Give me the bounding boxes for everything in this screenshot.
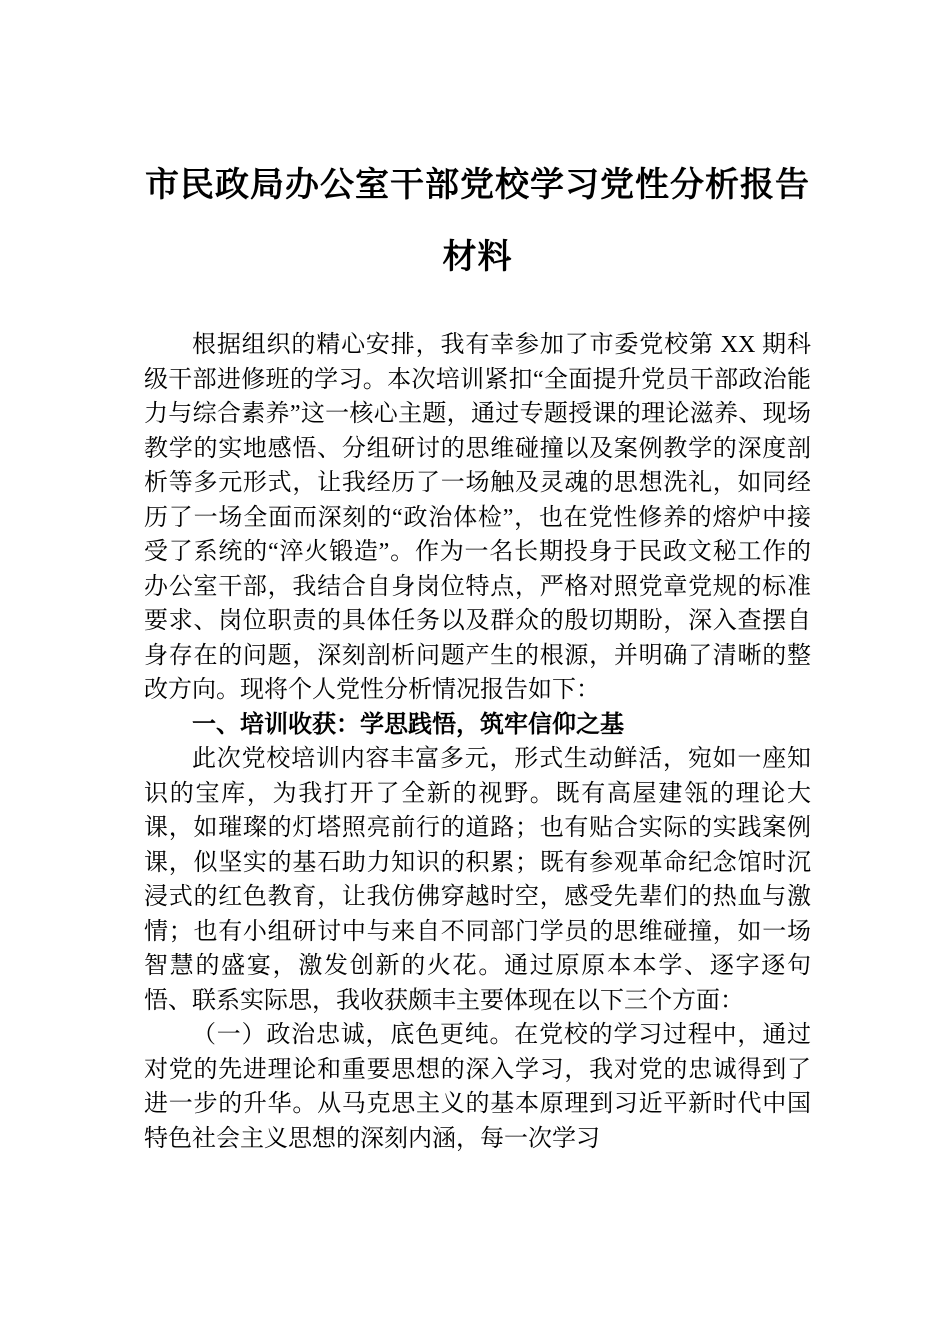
- opening-paragraph: 根据组织的精心安排，我有幸参加了市委党校第 XX 期科级干部进修班的学习。本次培训紧扣“全面提升党员干部政治能力与综合素养”这一核心主题，通过专题授课的理论滋养、现场教学的实地感悟、分组研讨的思维碰撞以及案例教学的深度剖析等多元形式，让我经历了一场触及灵魂的思想洗礼，如同经历了一场全面而深刻的“政治体检”，也在党性修养的熔炉中接受了系统的“淬火锻造”。作为一名长期投身于民政文秘工作的办公室干部，我结合自身岗位特点，严格对照党章党规的标准要求、岗位职责的具体任务以及群众的殷切期盼，深入查摆自身存在的问题，深刻剖析问题产生的根源，并明确了清晰的整改方向。现将个人党性分析情况报告如下：: [144, 332, 811, 703]
- document-body: [144, 328, 811, 1156]
- political-loyalty-paragraph: （一）政治忠诚，底色更纯。在党校的学习过程中，通过对党的先进理论和重要思想的深入学习，我对党的忠诚得到了进一步的升华。从马克思主义的基本原理到习近平新时代中国特色社会主义思想的深刻内涵，每一次学习: [144, 1022, 811, 1152]
- section-heading-training-gains: 一、培训收获：学思践悟，筑牢信仰之基: [192, 711, 624, 738]
- document-title: 市民政局办公室干部党校学习党性分析报告材料: [145, 167, 810, 276]
- training-gains-paragraph: 此次党校培训内容丰富多元，形式生动鲜活，宛如一座知识的宝库，为我打开了全新的视野。既有高屋建瓴的理论大课，如璀璨的灯塔照亮前行的道路；也有贴合实际的实践案例课，似坚实的基石助力知识的积累；既有参观革命纪念馆时沉浸式的红色教育，让我仿佛穿越时空，感受先辈们的热血与激情；也有小组研讨中与来自不同部门学员的思维碰撞，如一场智慧的盛宴，激发创新的火花。通过原原本本学、逐字逐句悟、联系实际思，我收获颇丰主要体现在以下三个方面：: [144, 746, 811, 1014]
